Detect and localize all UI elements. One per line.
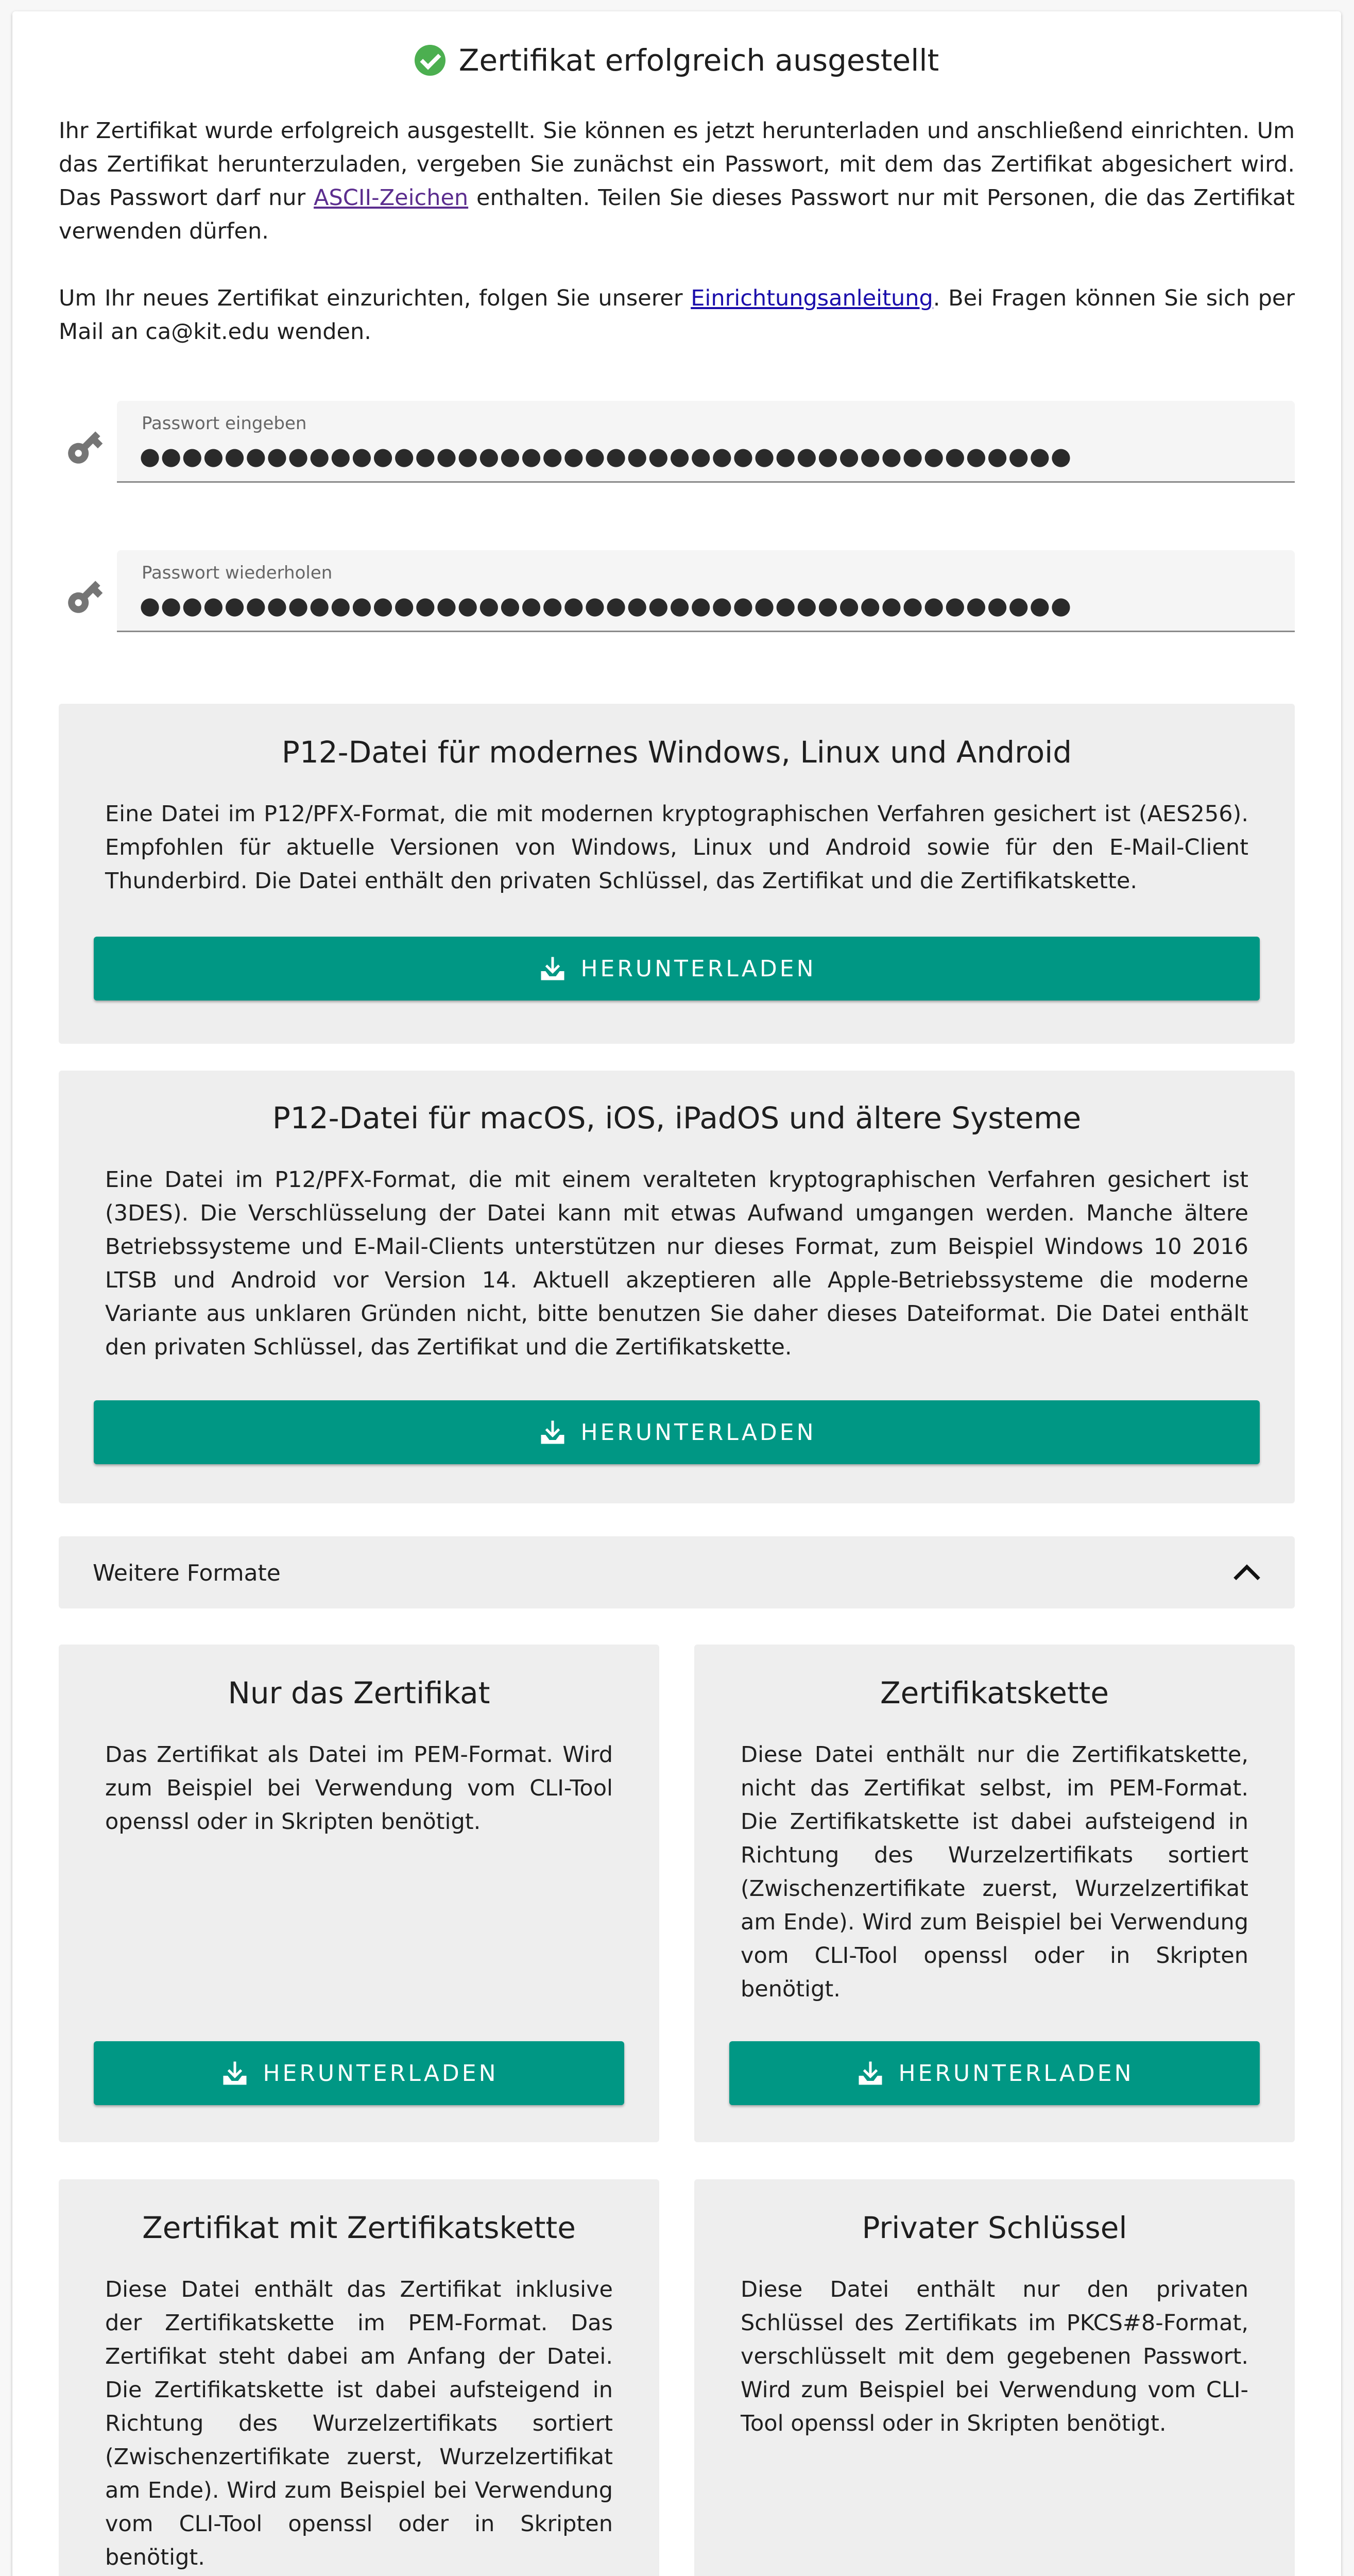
password-label: Passwort eingeben <box>142 413 307 434</box>
cert-with-chain-title: Zertifikat mit Zertifikatskette <box>142 2210 576 2245</box>
more-formats-label: Weitere Formate <box>93 1560 281 1586</box>
p12-legacy-title: P12-Datei für macOS, iOS, iPadOS und ältere Systeme <box>272 1100 1082 1136</box>
password-row <box>59 401 1295 481</box>
p12-legacy-panel <box>59 1071 1295 1503</box>
download-icon <box>537 1417 568 1448</box>
chain-only-title: Zertifikatskette <box>880 1675 1109 1710</box>
key-icon <box>64 576 105 617</box>
page-title-text: Zertifikat erfolgreich ausgestellt <box>458 43 939 78</box>
password-repeat-input[interactable] <box>117 550 1295 632</box>
cert-only-title: Nur das Zertifikat <box>228 1675 490 1710</box>
password-value: ●●●●●●●●●●●●●●●●●●●●●●●●●●●●●●●●●●●●●●●●●●●● <box>140 442 1072 470</box>
download-label: HERUNTERLADEN <box>580 955 816 982</box>
intro-paragraph-setup: Um Ihr neues Zertifikat einzurichten, folgen Sie unserer Einrichtungsanleitung. Bei Fragen können Sie sich per Mail an ca@kit.edu wenden. <box>59 285 1295 345</box>
private-key-title: Privater Schlüssel <box>862 2210 1127 2245</box>
ascii-link[interactable]: ASCII-Zeichen <box>314 185 469 211</box>
cert-with-chain-description: Diese Datei enthält das Zertifikat inklusive der Zertifikatskette im PEM-Format. Das Zertifikat steht dabei am Anfang der Datei. Die Zertifikatskette ist dabei aufsteigend in Richtung des Wurzelzertifikats sortiert (Zwischenzertifikate zuerst, Wurzelzertifikat am Ende). Wird zum Beispiel bei Verwendung vom CLI-Tool openssl oder in Skripten benötigt. <box>105 2277 613 2570</box>
certificate-card <box>12 11 1341 2576</box>
cert-only-panel <box>59 1645 659 2142</box>
chain-only-description: Diese Datei enthält nur die Zertifikatskette, nicht das Zertifikat selbst, im PEM-Format. Die Zertifikatskette ist dabei aufsteigend in Richtung des Wurzelzertifikats sortiert (Zwischenzertifikate zuerst, Wurzelzertifikat am Ende). Wird zum Beispiel bei Verwendung vom CLI-Tool openssl oder in Skripten benötigt. <box>741 1742 1248 2002</box>
password-repeat-value: ●●●●●●●●●●●●●●●●●●●●●●●●●●●●●●●●●●●●●●●●●●●● <box>140 591 1072 619</box>
key-icon <box>64 427 105 468</box>
more-formats-toggle[interactable] <box>59 1536 1295 1608</box>
chevron-up-icon <box>1229 1555 1265 1591</box>
cert-only-description: Das Zertifikat als Datei im PEM-Format. Wird zum Beispiel bei Verwendung vom CLI-Tool openssl oder in Skripten benötigt. <box>105 1742 613 1835</box>
cert-only-download-button[interactable] <box>94 2041 624 2105</box>
cert-with-chain-panel <box>59 2179 659 2576</box>
intro-text <box>59 114 1295 382</box>
download-icon <box>219 2058 250 2089</box>
p12-modern-download-button[interactable] <box>94 937 1260 1001</box>
p12-legacy-download-button[interactable] <box>94 1400 1260 1464</box>
password-input[interactable] <box>117 401 1295 483</box>
page-title <box>12 38 1341 82</box>
chain-only-download-button[interactable] <box>729 2041 1260 2105</box>
p12-legacy-description: Eine Datei im P12/PFX-Format, die mit einem veralteten kryptographischen Verfahren gesichert ist (3DES). Die Verschlüsselung der Datei kann mit etwas Aufwand umgangen werden. Manche ältere Betriebssysteme und E-Mail-Clients unterstützen nur dieses Format, zum Beispiel Windows 10 2016 LTSB und Android vor Version 14. Aktuell akzeptieren alle Apple-Betriebssysteme die moderne Variante aus unklaren Gründen nicht, bitte benutzen Sie daher dieses Dateiformat. Die Datei enthält den privaten Schlüssel, das Zertifikat und die Zertifikatskette. <box>105 1167 1248 1360</box>
chain-only-panel <box>694 1645 1295 2142</box>
private-key-description: Diese Datei enthält nur den privaten Schlüssel des Zertifikats im PKCS#8-Format, verschlüsselt mit dem gegebenen Passwort. Wird zum Beispiel bei Verwendung vom CLI-Tool openssl oder in Skripten benötigt. <box>741 2277 1248 2436</box>
p12-modern-title: P12-Datei für modernes Windows, Linux und Android <box>281 735 1072 770</box>
p12-modern-description: Eine Datei im P12/PFX-Format, die mit modernen kryptographischen Verfahren gesichert ist (AES256). Empfohlen für aktuelle Versionen von Windows, Linux und Android sowie für den E-Mail-Client Thunderbird. Die Datei enthält den privaten Schlüssel, das Zertifikat und die Zertifikatskette. <box>105 801 1248 894</box>
download-icon <box>855 2058 886 2089</box>
intro-paragraph-password: Ihr Zertifikat wurde erfolgreich ausgestellt. Sie können es jetzt herunterladen und anschließend einrichten. Um das Zertifikat herunterzuladen, vergeben Sie zunächst ein Passwort, mit dem das Zertifikat abgesichert wird. Das Passwort darf nur ASCII-Zeichen enthalten. Teilen Sie dieses Passwort nur mit Personen, die das Zertifikat verwenden dürfen. <box>59 118 1295 244</box>
check-circle-icon <box>415 45 445 76</box>
download-label: HERUNTERLADEN <box>263 2060 499 2087</box>
password-repeat-row <box>59 550 1295 631</box>
download-icon <box>537 953 568 984</box>
download-label: HERUNTERLADEN <box>580 1419 816 1446</box>
private-key-panel <box>694 2179 1295 2576</box>
download-label: HERUNTERLADEN <box>898 2060 1134 2087</box>
setup-guide-link[interactable]: Einrichtungsanleitung <box>691 285 933 311</box>
password-repeat-label: Passwort wiederholen <box>142 563 333 583</box>
p12-modern-panel <box>59 704 1295 1044</box>
